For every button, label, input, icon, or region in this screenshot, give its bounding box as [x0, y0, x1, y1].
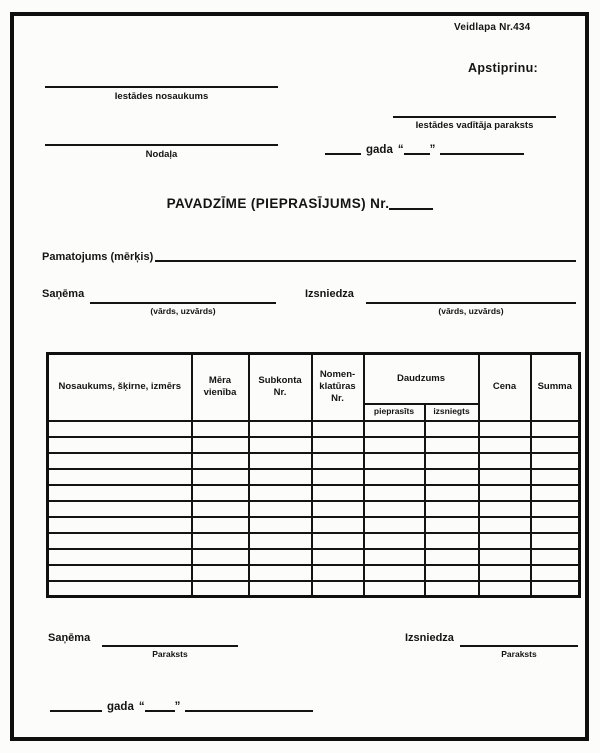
document-number-blank	[389, 198, 433, 210]
top-date-line	[325, 143, 524, 156]
table-empty-cell	[312, 533, 364, 549]
table-empty-cell	[249, 485, 312, 501]
table-empty-cell	[425, 533, 479, 549]
issued-label: Izsniedza	[305, 288, 354, 300]
table-empty-cell	[192, 517, 249, 533]
table-empty-cell	[48, 469, 192, 485]
bottom-date-open-quote: “	[138, 701, 145, 713]
table-empty-row	[48, 485, 580, 501]
table-empty-row	[48, 453, 580, 469]
bottom-date-close-quote: ”	[174, 701, 181, 713]
table-empty-cell	[479, 565, 531, 581]
col-subheader-issued: izsniegts	[425, 404, 479, 421]
bottom-date-day-blank	[145, 700, 175, 712]
table-empty-cell	[364, 421, 425, 437]
table-empty-cell	[249, 469, 312, 485]
col-header-nomenclature: Nomen-klatūras Nr.	[312, 354, 364, 421]
table-empty-cell	[312, 437, 364, 453]
table-empty-cell	[364, 469, 425, 485]
table-empty-row	[48, 549, 580, 565]
table-empty-cell	[425, 581, 479, 597]
table-empty-cell	[192, 581, 249, 597]
director-signature-blank	[393, 100, 556, 118]
table-empty-cell	[364, 581, 425, 597]
top-date-month-blank	[440, 143, 524, 155]
table-empty-cell	[48, 437, 192, 453]
table-empty-cell	[531, 453, 580, 469]
table-empty-cell	[479, 501, 531, 517]
footer-received-signature-hint: Paraksts	[152, 649, 188, 659]
purpose-label: Pamatojums (mērķis)	[42, 251, 154, 263]
document-title	[0, 196, 600, 211]
top-date-year-blank	[325, 143, 361, 155]
table-empty-cell	[192, 501, 249, 517]
table-empty-cell	[192, 549, 249, 565]
table-empty-cell	[531, 581, 580, 597]
col-subheader-requested: pieprasīts	[364, 404, 425, 421]
table-empty-cell	[249, 437, 312, 453]
bottom-date-year-blank	[50, 700, 102, 712]
table-empty-cell	[425, 453, 479, 469]
table-empty-cell	[531, 549, 580, 565]
table-empty-row	[48, 517, 580, 533]
table-empty-cell	[48, 517, 192, 533]
footer-issued-label: Izsniedza	[405, 632, 454, 644]
table-empty-cell	[479, 485, 531, 501]
table-empty-row	[48, 421, 580, 437]
table-empty-cell	[192, 565, 249, 581]
received-label: Saņēma	[42, 288, 85, 300]
table-empty-cell	[249, 421, 312, 437]
table-empty-cell	[531, 437, 580, 453]
table-empty-row	[48, 437, 580, 453]
table-empty-cell	[479, 517, 531, 533]
table-empty-cell	[312, 581, 364, 597]
table-empty-row	[48, 565, 580, 581]
bottom-date-line	[50, 700, 313, 713]
footer-issued-signature-blank	[460, 632, 578, 647]
table-header-row	[48, 354, 580, 404]
table-empty-cell	[48, 453, 192, 469]
table-empty-cell	[531, 517, 580, 533]
table-empty-cell	[531, 501, 580, 517]
table-empty-cell	[48, 501, 192, 517]
director-signature-label: Iestādes vadītāja paraksts	[415, 120, 534, 131]
table-empty-cell	[249, 565, 312, 581]
table-empty-cell	[312, 485, 364, 501]
table-empty-cell	[364, 549, 425, 565]
table-empty-cell	[312, 517, 364, 533]
table-empty-cell	[312, 501, 364, 517]
table-empty-row	[48, 581, 580, 597]
table-empty-cell	[48, 485, 192, 501]
col-header-name: Nosaukums, šķirne, izmērs	[48, 354, 192, 421]
table-empty-cell	[531, 469, 580, 485]
col-header-quantity: Daudzums	[364, 354, 479, 404]
col-header-sum: Summa	[531, 354, 580, 421]
items-table	[46, 352, 581, 598]
table-empty-cell	[48, 565, 192, 581]
table-empty-cell	[48, 549, 192, 565]
table-empty-cell	[48, 533, 192, 549]
table-empty-cell	[364, 517, 425, 533]
purpose-blank	[155, 250, 576, 262]
approval-label: Apstiprinu:	[468, 61, 538, 75]
table-empty-cell	[312, 453, 364, 469]
top-date-open-quote: “	[397, 144, 404, 156]
col-header-unit: Mēra vienība	[192, 354, 249, 421]
institution-name-label: Iestādes nosaukums	[114, 91, 209, 102]
table-empty-cell	[192, 453, 249, 469]
table-empty-cell	[249, 453, 312, 469]
purpose-row	[42, 250, 576, 263]
table-empty-cell	[479, 533, 531, 549]
table-empty-cell	[531, 485, 580, 501]
table-empty-cell	[531, 421, 580, 437]
footer-issued-signature-hint: Paraksts	[501, 649, 537, 659]
table-empty-cell	[425, 469, 479, 485]
form-number-label: Veidlapa Nr.434	[454, 22, 531, 33]
table-empty-cell	[192, 437, 249, 453]
table-empty-cell	[479, 453, 531, 469]
table-empty-cell	[425, 565, 479, 581]
table-empty-cell	[192, 469, 249, 485]
col-header-subaccount: Subkonta Nr.	[249, 354, 312, 421]
institution-name-blank	[45, 70, 278, 88]
col-header-price: Cena	[479, 354, 531, 421]
table-empty-cell	[249, 517, 312, 533]
received-name-blank	[90, 288, 276, 304]
table-empty-row	[48, 501, 580, 517]
issued-name-hint: (vārds, uzvārds)	[438, 306, 504, 316]
table-empty-cell	[425, 517, 479, 533]
table-empty-cell	[364, 485, 425, 501]
table-empty-cell	[425, 421, 479, 437]
table-empty-cell	[364, 501, 425, 517]
table-empty-cell	[312, 421, 364, 437]
table-empty-cell	[192, 533, 249, 549]
department-label: Nodaļa	[145, 149, 178, 160]
top-date-gada-label: gada	[366, 144, 393, 156]
table-empty-cell	[48, 421, 192, 437]
footer-received-signature-blank	[102, 632, 238, 647]
table-empty-cell	[249, 501, 312, 517]
table-empty-cell	[531, 533, 580, 549]
footer-received-label: Saņēma	[48, 632, 91, 644]
bottom-date-gada-label: gada	[107, 701, 134, 713]
table-empty-row	[48, 469, 580, 485]
table-empty-cell	[249, 549, 312, 565]
document-title-text: PAVADZĪME (PIEPRASĪJUMS) Nr.	[166, 196, 390, 211]
table-empty-cell	[312, 469, 364, 485]
bottom-date-month-blank	[185, 700, 313, 712]
top-date-day-blank	[404, 143, 430, 155]
table-empty-cell	[48, 581, 192, 597]
table-empty-cell	[479, 469, 531, 485]
issued-name-blank	[366, 288, 576, 304]
table-empty-cell	[312, 549, 364, 565]
received-name-hint: (vārds, uzvārds)	[150, 306, 216, 316]
table-empty-cell	[531, 565, 580, 581]
table-empty-cell	[249, 533, 312, 549]
table-empty-cell	[425, 485, 479, 501]
table-empty-row	[48, 533, 580, 549]
table-empty-cell	[479, 437, 531, 453]
top-date-close-quote: ”	[429, 144, 436, 156]
table-empty-cell	[364, 565, 425, 581]
table-empty-cell	[425, 501, 479, 517]
table-empty-cell	[425, 549, 479, 565]
table-empty-cell	[192, 421, 249, 437]
table-empty-cell	[479, 421, 531, 437]
department-blank	[45, 128, 278, 146]
table-empty-cell	[312, 565, 364, 581]
table-empty-cell	[479, 581, 531, 597]
table-empty-cell	[192, 485, 249, 501]
table-empty-cell	[364, 453, 425, 469]
table-empty-cell	[364, 437, 425, 453]
table-empty-cell	[425, 437, 479, 453]
table-empty-cell	[364, 533, 425, 549]
table-empty-cell	[249, 581, 312, 597]
table-empty-cell	[479, 549, 531, 565]
